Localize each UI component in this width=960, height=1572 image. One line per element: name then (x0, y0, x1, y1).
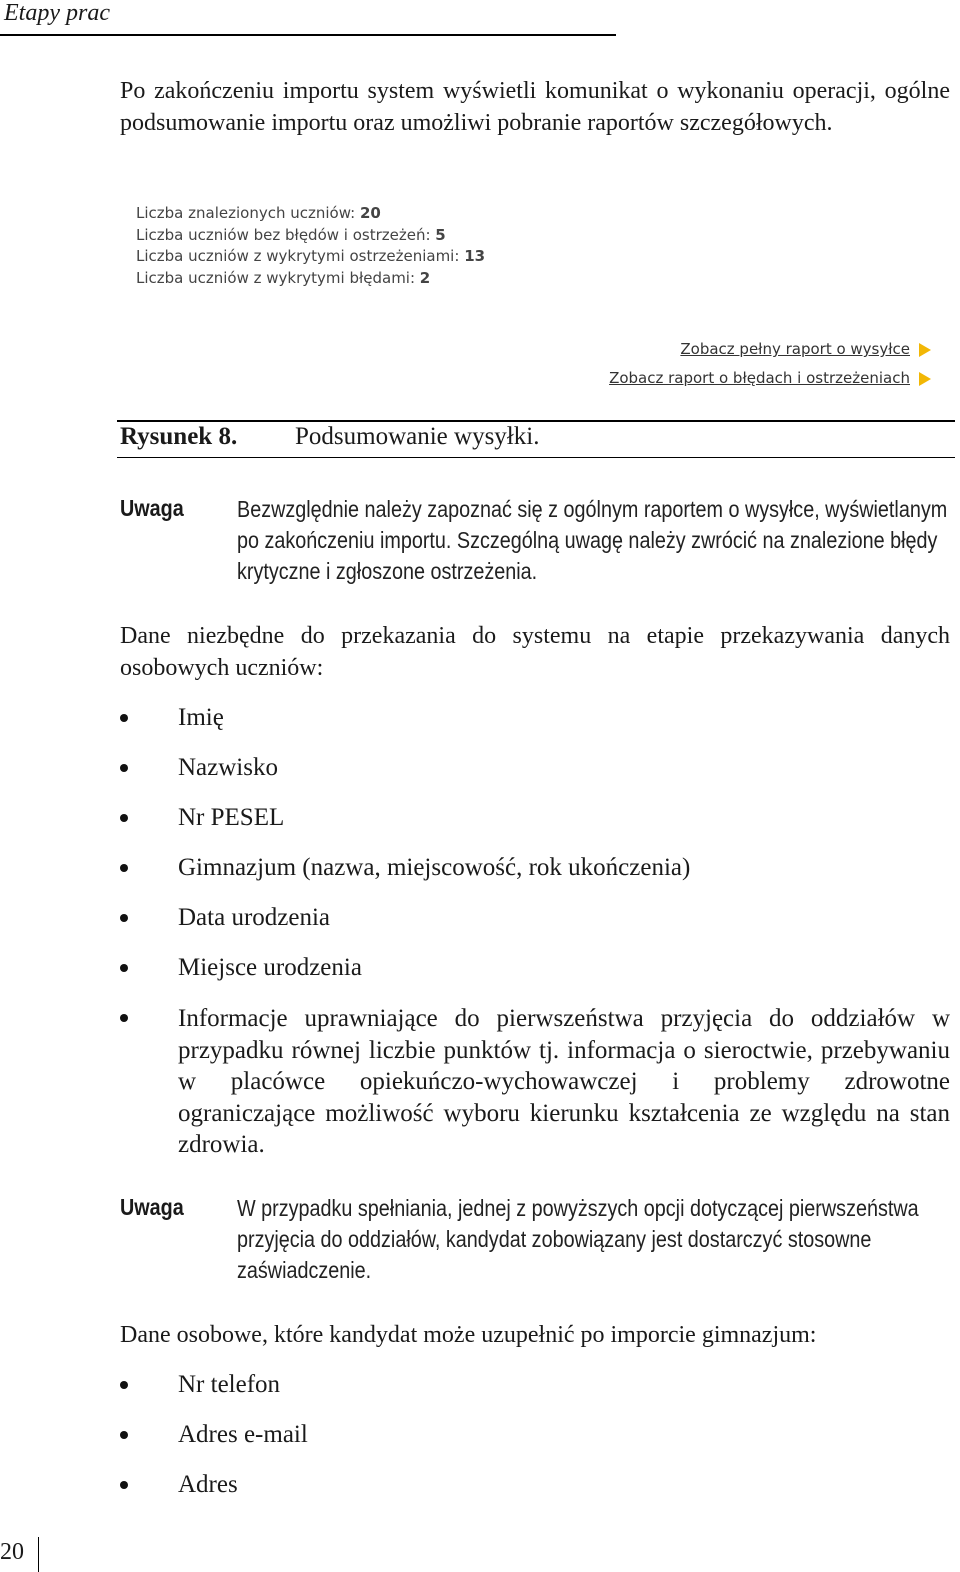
arrow-right-icon (918, 342, 932, 358)
caption-rule-top (117, 420, 955, 422)
summary-found: Liczba znalezionych uczniów: 20 (136, 204, 381, 222)
summary-list (136, 203, 485, 289)
required-data-list (120, 703, 950, 1161)
errors-report-link[interactable]: Zobacz raport o błędach i ostrzeżeniach (609, 364, 932, 393)
bullet-icon (120, 1014, 128, 1022)
summary-warnings: Liczba uczniów z wykrytymi ostrzeżeniami: 13 (136, 247, 486, 265)
list-item: Adres e-mail (120, 1420, 950, 1470)
bullet-icon (120, 914, 128, 922)
list-item: Imię (120, 703, 950, 753)
figure-caption-text: Podsumowanie wysyłki. (295, 423, 540, 450)
list-item: Gimnazjum (nazwa, miejscowość, rok ukończenia) (120, 853, 950, 903)
bullet-icon (120, 1481, 128, 1489)
list-item: Data urodzenia (120, 903, 950, 953)
bullet-icon (120, 1431, 128, 1439)
optional-data-paragraph: Dane osobowe, które kandydat może uzupełnić po imporcie gimnazjum: (120, 1322, 817, 1348)
note-label: Uwaga (120, 495, 184, 521)
required-data-paragraph: Dane niezbędne do przekazania do systemu na etapie przekazywania danych osobowych uczniów: (120, 623, 950, 681)
running-header: Etapy prac (4, 0, 110, 26)
summary-no-errors: Liczba uczniów bez błędów i ostrzeżeń: 5 (136, 225, 446, 244)
page-margin-rule (38, 1537, 39, 1572)
header-rule (0, 34, 616, 36)
bullet-icon (120, 764, 128, 772)
note-text: W przypadku spełniania, jednej z powyższych opcji dotyczącej pierwszeństwa przyjęcia do oddziałów, kandydat zobowiązany jest dostarczyć stosowne zaświadczenie. (237, 1195, 919, 1283)
note-label: Uwaga (120, 1194, 184, 1220)
list-item: Adres (120, 1470, 950, 1520)
list-item: Nr telefon (120, 1370, 950, 1420)
upload-summary-screenshot (120, 195, 950, 400)
note-text: Bezwzględnie należy zapoznać się z ogólnym raportem o wysyłce, wyświetlanym po zakończeniu importu. Szczególną uwagę należy zwrócić na znalezione błędy krytyczne i zgłoszone ostrzeżenia. (237, 496, 948, 584)
bullet-icon (120, 1381, 128, 1389)
list-item: Miejsce urodzenia (120, 953, 950, 1003)
intro-paragraph: Po zakończeniu importu system wyświetli komunikat o wykonaniu operacji, ogólne podsumowanie importu oraz umożliwi pobranie raportów szczegółowych. (120, 78, 950, 136)
bullet-icon (120, 714, 128, 722)
report-links (609, 335, 932, 393)
bullet-icon (120, 864, 128, 872)
arrow-right-icon (918, 371, 932, 387)
list-item: Nr PESEL (120, 803, 950, 853)
figure-caption-label: Rysunek 8. (120, 423, 238, 450)
page-number: 20 (0, 1539, 24, 1565)
bullet-icon (120, 814, 128, 822)
optional-data-list (120, 1370, 950, 1520)
list-item: Nazwisko (120, 753, 950, 803)
summary-errors: Liczba uczniów z wykrytymi błędami: 2 (136, 268, 431, 287)
full-report-link[interactable]: Zobacz pełny raport o wysyłce (609, 335, 932, 364)
list-item: Informacje uprawniające do pierwszeństwa przyjęcia do oddziałów w przypadku równej liczbie punktów tj. informacja o sieroctwie, przebywaniu w placówce opiekuńczo-wychowawczej i problemy zdrowotne ograniczające możliwość wyboru kierunku kształcenia ze względu na stan zdrowia. (120, 1003, 950, 1161)
bullet-icon (120, 964, 128, 972)
caption-rule-bottom (117, 457, 955, 458)
